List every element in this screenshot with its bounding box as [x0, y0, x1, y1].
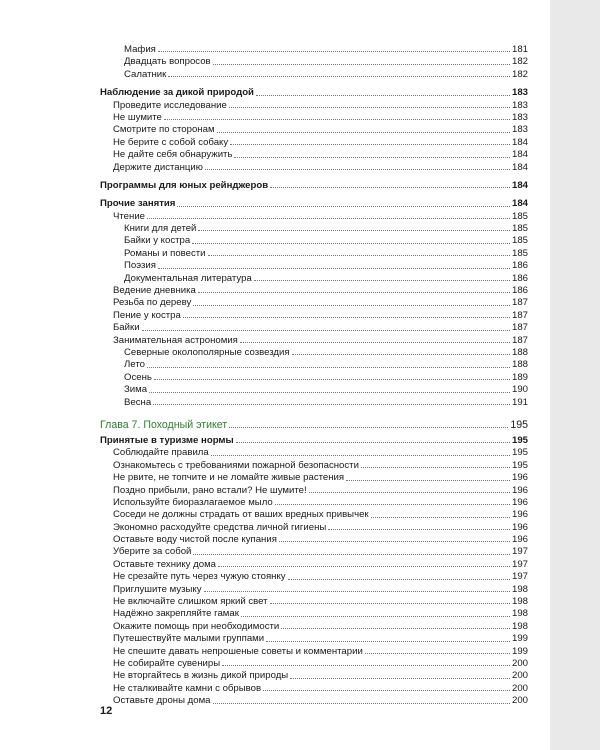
- toc-entry-title: Чтение: [113, 210, 146, 222]
- toc-entry: [100, 559, 528, 571]
- dot-leader: [208, 255, 510, 256]
- toc-entry-page: 195: [511, 459, 528, 471]
- toc-entry: [100, 297, 528, 309]
- table-of-contents: [100, 44, 528, 708]
- toc-entry: [100, 347, 528, 359]
- toc-entry-page: 190: [511, 384, 528, 396]
- toc-entry-title: Мафия: [124, 44, 156, 55]
- dot-leader: [290, 678, 510, 679]
- dot-leader: [365, 653, 510, 654]
- dot-leader: [266, 641, 510, 642]
- toc-entry-page: 185: [511, 210, 528, 222]
- toc-entry-title: Не срезайте путь через чужую стоянку: [113, 571, 286, 583]
- toc-entry-title: Не сталкивайте камни с обрывов: [113, 682, 262, 694]
- toc-entry: [100, 248, 528, 260]
- toc-entry: [100, 646, 528, 658]
- toc-entry-title: Не берите с собой собаку: [113, 136, 229, 148]
- toc-entry-title: Документальная литература: [124, 272, 252, 284]
- toc-entry-page: 196: [511, 472, 528, 484]
- dot-leader: [147, 218, 510, 219]
- chapter-heading: [100, 418, 528, 432]
- toc-entry-page: 200: [511, 657, 528, 669]
- toc-entry-page: 183: [511, 99, 528, 111]
- dot-leader: [222, 665, 510, 666]
- toc-section: [100, 435, 528, 447]
- dot-leader: [240, 342, 510, 343]
- toc-entry: [100, 44, 528, 56]
- toc-entry-title: Не включайте слишком яркий свет: [113, 596, 268, 608]
- dot-leader: [192, 243, 510, 244]
- toc-entry-title: Проведите исследование: [113, 99, 227, 111]
- toc-entry-title: Используйте биоразлагаемое мыло: [113, 496, 273, 508]
- toc-entry: [100, 322, 528, 334]
- toc-entry-page: 184: [511, 179, 528, 191]
- toc-entry-page: 188: [511, 359, 528, 371]
- toc-entry-page: 183: [511, 111, 528, 123]
- toc-entry-page: 183: [511, 87, 528, 99]
- toc-entry-page: 197: [511, 558, 528, 570]
- dot-leader: [346, 480, 510, 481]
- toc-entry-page: 184: [511, 161, 528, 173]
- dot-leader: [154, 379, 510, 380]
- toc-entry-page: 195: [511, 447, 528, 459]
- toc-entry-title: Резьба по дереву: [113, 297, 192, 309]
- toc-entry-title: Принятые в туризме нормы: [100, 434, 234, 446]
- dot-leader: [254, 280, 510, 281]
- dot-leader: [183, 317, 510, 318]
- toc-entry-page: 186: [511, 272, 528, 284]
- toc-entry-page: 196: [511, 509, 528, 521]
- toc-entry-title: Байки: [113, 322, 140, 334]
- dot-leader: [213, 703, 510, 704]
- toc-entry: [100, 596, 528, 608]
- toc-entry-page: 186: [511, 260, 528, 272]
- toc-entry-title: Не дайте себя обнаружить: [113, 149, 233, 161]
- toc-entry-page: 195: [510, 418, 528, 431]
- toc-entry: [100, 235, 528, 247]
- toc-entry-page: 198: [511, 608, 528, 620]
- toc-entry-page: 187: [511, 322, 528, 334]
- toc-entry: [100, 223, 528, 235]
- toc-entry-title: Ведение дневника: [113, 285, 196, 297]
- dot-leader: [236, 442, 510, 443]
- toc-entry-title: Глава 7. Походный этикет: [100, 418, 228, 431]
- toc-entry: [100, 584, 528, 596]
- dot-leader: [275, 504, 510, 505]
- dot-leader: [229, 107, 510, 108]
- toc-entry-page: 196: [511, 521, 528, 533]
- dot-leader: [198, 292, 510, 293]
- toc-entry: [100, 485, 528, 497]
- toc-entry: [100, 397, 528, 409]
- dot-leader: [288, 579, 510, 580]
- toc-entry-title: Надёжно закрепляйте гамак: [113, 608, 239, 620]
- toc-entry-page: 184: [511, 198, 528, 210]
- toc-entry-title: Смотрите по сторонам: [113, 124, 215, 136]
- toc-entry: [100, 285, 528, 297]
- toc-entry-page: 182: [511, 56, 528, 68]
- toc-entry-page: 184: [511, 149, 528, 161]
- toc-entry-title: Поэзия: [124, 260, 156, 272]
- dot-leader: [213, 64, 510, 65]
- toc-entry-page: 191: [511, 396, 528, 408]
- toc-entry-page: 184: [511, 136, 528, 148]
- toc-entry: [100, 658, 528, 670]
- toc-entry-title: Не вторгайтесь в жизнь дикой природы: [113, 670, 289, 682]
- toc-entry-title: Соседи не должны страдать от ваших вредных привычек: [113, 509, 369, 521]
- toc-entry: [100, 695, 528, 707]
- dot-leader: [153, 404, 510, 405]
- toc-entry-title: Соблюдайте правила: [113, 447, 209, 459]
- toc-entry: [100, 372, 528, 384]
- toc-entry: [100, 497, 528, 509]
- toc-entry-page: 196: [511, 496, 528, 508]
- dot-leader: [204, 591, 510, 592]
- toc-entry-page: 185: [511, 223, 528, 235]
- toc-entry-title: Книги для детей: [124, 223, 197, 235]
- toc-entry-title: Поздно прибыли, рано встали? Не шумите!: [113, 484, 307, 496]
- toc-entry: [100, 69, 528, 81]
- toc-section: [100, 198, 528, 210]
- toc-entry-page: 196: [511, 484, 528, 496]
- toc-section: [100, 87, 528, 99]
- dot-leader: [361, 467, 510, 468]
- toc-entry: [100, 633, 528, 645]
- toc-entry-page: 187: [511, 297, 528, 309]
- dot-leader: [241, 616, 510, 617]
- toc-entry-title: Оставьте дроны дома: [113, 695, 211, 707]
- toc-entry-title: Не спешите давать непрошеные советы и комментарии: [113, 645, 363, 657]
- toc-entry-page: 188: [511, 346, 528, 358]
- toc-entry-page: 195: [511, 434, 528, 446]
- dot-leader: [193, 554, 510, 555]
- toc-entry: [100, 472, 528, 484]
- toc-entry-page: 187: [511, 309, 528, 321]
- toc-section: [100, 180, 528, 192]
- dot-leader: [328, 529, 510, 530]
- toc-entry-title: Северные околополярные созвездия: [124, 346, 290, 358]
- toc-entry-page: 200: [511, 695, 528, 707]
- toc-entry: [100, 621, 528, 633]
- toc-entry-title: Лето: [124, 359, 145, 371]
- toc-entry-title: Занимательная астрономия: [113, 334, 238, 346]
- toc-entry-page: 187: [511, 334, 528, 346]
- toc-entry-title: Программы для юных рейнджеров: [100, 179, 269, 191]
- toc-entry: [100, 137, 528, 149]
- toc-entry: [100, 260, 528, 272]
- toc-entry-page: 183: [511, 124, 528, 136]
- dot-leader: [292, 354, 510, 355]
- toc-entry-page: 189: [511, 371, 528, 383]
- dot-leader: [256, 95, 510, 96]
- toc-entry-title: Оставьте технику дома: [113, 558, 217, 570]
- page-edge: [550, 0, 600, 750]
- toc-entry: [100, 335, 528, 347]
- toc-entry-page: 200: [511, 670, 528, 682]
- toc-entry-page: 181: [511, 44, 528, 55]
- toc-entry-title: Путешествуйте малыми группами: [113, 633, 265, 645]
- dot-leader: [230, 144, 510, 145]
- toc-entry-title: Приглушите музыку: [113, 583, 202, 595]
- dot-leader: [158, 268, 510, 269]
- toc-entry: [100, 447, 528, 459]
- toc-entry-page: 199: [511, 633, 528, 645]
- toc-entry: [100, 683, 528, 695]
- dot-leader: [198, 230, 510, 231]
- toc-entry-title: Окажите помощь при необходимости: [113, 620, 280, 632]
- page-number: 12: [100, 705, 113, 717]
- toc-entry: [100, 56, 528, 68]
- toc-entry: [100, 608, 528, 620]
- toc-entry-title: Зима: [124, 384, 148, 396]
- dot-leader: [177, 206, 510, 207]
- toc-entry-page: 182: [511, 68, 528, 80]
- dot-leader: [234, 157, 510, 158]
- dot-leader: [164, 119, 510, 120]
- toc-entry-page: 197: [511, 546, 528, 558]
- dot-leader: [270, 187, 510, 188]
- toc-entry-title: Осень: [124, 371, 152, 383]
- toc-entry-title: Пение у костра: [113, 309, 181, 321]
- toc-entry-title: Оставьте воду чистой после купания: [113, 534, 277, 546]
- dot-leader: [142, 330, 510, 331]
- toc-entry: [100, 100, 528, 112]
- toc-entry: [100, 310, 528, 322]
- dot-leader: [263, 690, 510, 691]
- toc-entry-page: 198: [511, 583, 528, 595]
- toc-entry-page: 196: [511, 534, 528, 546]
- toc-entry: [100, 384, 528, 396]
- toc-entry-page: 185: [511, 235, 528, 247]
- dot-leader: [211, 455, 510, 456]
- toc-entry-page: 200: [511, 682, 528, 694]
- dot-leader: [309, 492, 510, 493]
- toc-entry-title: Экономно расходуйте средства личной гигиены: [113, 521, 327, 533]
- dot-leader: [158, 51, 510, 52]
- toc-entry-title: Прочие занятия: [100, 198, 176, 210]
- dot-leader: [281, 628, 510, 629]
- toc-entry-page: 199: [511, 645, 528, 657]
- toc-entry: [100, 670, 528, 682]
- toc-entry: [100, 149, 528, 161]
- dot-leader: [371, 517, 510, 518]
- dot-leader: [193, 305, 510, 306]
- dot-leader: [149, 392, 510, 393]
- toc-entry: [100, 460, 528, 472]
- toc-entry: [100, 273, 528, 285]
- dot-leader: [147, 367, 510, 368]
- toc-entry-title: Не шумите: [113, 111, 162, 123]
- toc-entry: [100, 571, 528, 583]
- toc-entry-title: Наблюдение за дикой природой: [100, 87, 254, 99]
- toc-entry-title: Весна: [124, 396, 152, 408]
- toc-entry-title: Байки у костра: [124, 235, 191, 247]
- toc-entry-page: 198: [511, 620, 528, 632]
- toc-entry-title: Уберите за собой: [113, 546, 192, 558]
- toc-entry-page: 185: [511, 247, 528, 259]
- toc-entry: [100, 124, 528, 136]
- dot-leader: [229, 427, 508, 428]
- toc-entry-title: Не собирайте сувениры: [113, 657, 221, 669]
- dot-leader: [270, 603, 510, 604]
- dot-leader: [205, 169, 510, 170]
- toc-entry: [100, 522, 528, 534]
- toc-entry-page: 198: [511, 596, 528, 608]
- toc-entry-title: Не рвите, не топчите и не ломайте живые растения: [113, 472, 345, 484]
- toc-entry: [100, 534, 528, 546]
- toc-entry: [100, 546, 528, 558]
- toc-entry: [100, 359, 528, 371]
- dot-leader: [279, 541, 510, 542]
- dot-leader: [217, 132, 510, 133]
- dot-leader: [168, 76, 510, 77]
- toc-entry: [100, 162, 528, 174]
- toc-entry: [100, 509, 528, 521]
- toc-entry: [100, 112, 528, 124]
- dot-leader: [218, 566, 510, 567]
- toc-entry-title: Романы и повести: [124, 247, 206, 259]
- toc-entry: [100, 211, 528, 223]
- toc-entry-title: Двадцать вопросов: [124, 56, 211, 68]
- toc-entry-page: 197: [511, 571, 528, 583]
- toc-entry-title: Салатник: [124, 68, 167, 80]
- toc-entry-page: 186: [511, 285, 528, 297]
- toc-entry-title: Ознакомьтесь с требованиями пожарной безопасности: [113, 459, 359, 471]
- toc-entry-title: Держите дистанцию: [113, 161, 203, 173]
